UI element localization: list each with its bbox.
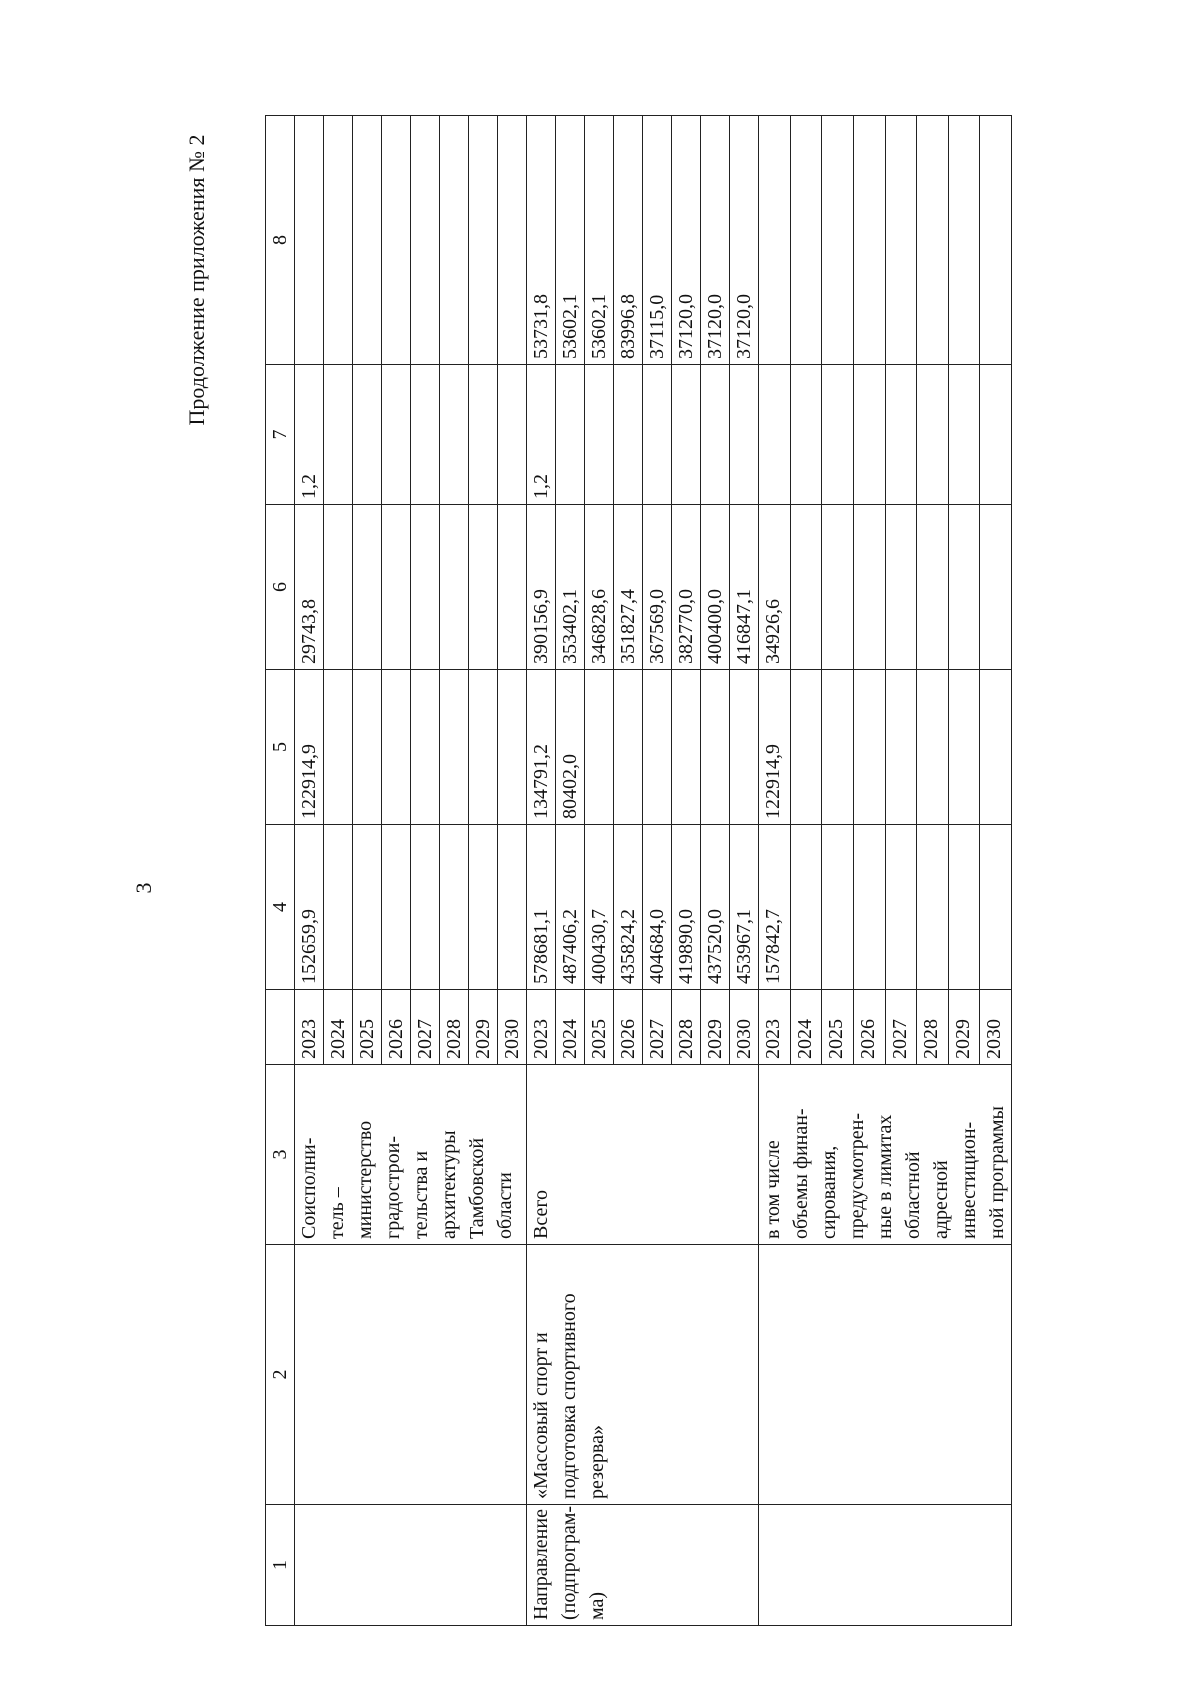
year-cell: 2030 xyxy=(980,990,1012,1065)
value-cell-c8 xyxy=(382,116,411,365)
value-cell-c8 xyxy=(411,116,440,365)
value-cell-c7 xyxy=(730,365,759,505)
row-label-col1 xyxy=(295,1505,527,1626)
value-cell-c5 xyxy=(885,670,917,825)
value-cell-c6 xyxy=(382,505,411,670)
section-coexecutor xyxy=(295,116,527,1626)
section-investment-program xyxy=(759,116,1012,1626)
value-cell-c8 xyxy=(324,116,353,365)
year-cell: 2029 xyxy=(948,990,980,1065)
year-cell: 2026 xyxy=(382,990,411,1065)
value-cell-c7 xyxy=(585,365,614,505)
value-cell-c6: 351827,4 xyxy=(614,505,643,670)
value-cell-c7 xyxy=(853,365,885,505)
value-cell-c4: 487406,2 xyxy=(556,825,585,990)
value-cell-c8 xyxy=(498,116,527,365)
value-cell-c8 xyxy=(980,116,1012,365)
value-cell-c8: 37120,0 xyxy=(672,116,701,365)
year-cell: 2027 xyxy=(885,990,917,1065)
row-label-col2 xyxy=(295,1245,527,1505)
value-cell-c4 xyxy=(469,825,498,990)
value-cell-c8 xyxy=(759,116,791,365)
value-cell-c6: 367569,0 xyxy=(643,505,672,670)
value-cell-c5 xyxy=(730,670,759,825)
value-cell-c6: 390156,9 xyxy=(527,505,556,670)
section-total xyxy=(527,116,759,1626)
year-cell: 2024 xyxy=(556,990,585,1065)
value-cell-c7 xyxy=(672,365,701,505)
value-cell-c6 xyxy=(324,505,353,670)
value-cell-c7 xyxy=(469,365,498,505)
value-cell-c5: 122914,9 xyxy=(295,670,324,825)
value-cell-c5 xyxy=(440,670,469,825)
row-label-col3: Соисполни- тель – министерство градострои- тельства и архитектуры Тамбовской области xyxy=(295,1065,527,1245)
column-header: 4 xyxy=(266,825,295,990)
row-label-col2: «Массовый спорт и подготовка спортивного резерва» xyxy=(527,1245,759,1505)
value-cell-c5 xyxy=(790,670,822,825)
value-cell-c6 xyxy=(980,505,1012,670)
value-cell-c7 xyxy=(980,365,1012,505)
value-cell-c5 xyxy=(701,670,730,825)
row-label-col1 xyxy=(759,1505,1012,1626)
value-cell-c7 xyxy=(885,365,917,505)
year-cell: 2028 xyxy=(917,990,949,1065)
row-label-col3: Всего xyxy=(527,1065,759,1245)
value-cell-c6 xyxy=(498,505,527,670)
value-cell-c6: 416847,1 xyxy=(730,505,759,670)
year-cell: 2024 xyxy=(324,990,353,1065)
value-cell-c5: 80402,0 xyxy=(556,670,585,825)
value-cell-c7 xyxy=(790,365,822,505)
value-cell-c7 xyxy=(643,365,672,505)
value-cell-c4 xyxy=(790,825,822,990)
value-cell-c7 xyxy=(382,365,411,505)
year-cell: 2027 xyxy=(411,990,440,1065)
value-cell-c4 xyxy=(822,825,854,990)
value-cell-c6 xyxy=(885,505,917,670)
value-cell-c5 xyxy=(643,670,672,825)
value-cell-c7 xyxy=(353,365,382,505)
value-cell-c5 xyxy=(324,670,353,825)
year-cell: 2029 xyxy=(469,990,498,1065)
value-cell-c7 xyxy=(701,365,730,505)
value-cell-c4 xyxy=(498,825,527,990)
value-cell-c8 xyxy=(295,116,324,365)
year-cell: 2025 xyxy=(585,990,614,1065)
column-number-row xyxy=(266,116,295,1626)
year-cell: 2024 xyxy=(790,990,822,1065)
value-cell-c4: 453967,1 xyxy=(730,825,759,990)
value-cell-c6 xyxy=(353,505,382,670)
year-cell: 2026 xyxy=(614,990,643,1065)
value-cell-c5 xyxy=(469,670,498,825)
value-cell-c5 xyxy=(948,670,980,825)
value-cell-c5 xyxy=(980,670,1012,825)
value-cell-c7 xyxy=(440,365,469,505)
year-cell: 2025 xyxy=(822,990,854,1065)
year-cell: 2023 xyxy=(527,990,556,1065)
value-cell-c7: 1,2 xyxy=(527,365,556,505)
year-cell: 2023 xyxy=(759,990,791,1065)
value-cell-c7: 1,2 xyxy=(295,365,324,505)
value-cell-c5 xyxy=(853,670,885,825)
column-header: 8 xyxy=(266,116,295,365)
value-cell-c5 xyxy=(382,670,411,825)
value-cell-c8: 37120,0 xyxy=(701,116,730,365)
value-cell-c8 xyxy=(440,116,469,365)
row-label-col3: в том числе объемы финан- сирования, предусмотрен- ные в лимитах областной адресной инвестицион- ной программы xyxy=(759,1065,1012,1245)
value-cell-c4 xyxy=(353,825,382,990)
value-cell-c4 xyxy=(948,825,980,990)
value-cell-c4 xyxy=(980,825,1012,990)
value-cell-c7 xyxy=(324,365,353,505)
column-header: 3 xyxy=(266,1065,295,1245)
value-cell-c6 xyxy=(440,505,469,670)
column-header: 1 xyxy=(266,1505,295,1626)
table-row xyxy=(759,116,791,1626)
value-cell-c7 xyxy=(556,365,585,505)
value-cell-c6: 400400,0 xyxy=(701,505,730,670)
value-cell-c6 xyxy=(917,505,949,670)
year-cell: 2028 xyxy=(672,990,701,1065)
year-cell: 2026 xyxy=(853,990,885,1065)
value-cell-c4 xyxy=(917,825,949,990)
value-cell-c4 xyxy=(324,825,353,990)
value-cell-c4 xyxy=(382,825,411,990)
value-cell-c8: 53602,1 xyxy=(585,116,614,365)
value-cell-c4: 404684,0 xyxy=(643,825,672,990)
column-header: 5 xyxy=(266,670,295,825)
table-row xyxy=(527,116,556,1626)
value-cell-c8 xyxy=(822,116,854,365)
value-cell-c7 xyxy=(411,365,440,505)
value-cell-c7 xyxy=(822,365,854,505)
value-cell-c6: 346828,6 xyxy=(585,505,614,670)
value-cell-c5 xyxy=(822,670,854,825)
value-cell-c7 xyxy=(759,365,791,505)
value-cell-c5 xyxy=(917,670,949,825)
value-cell-c8: 53731,8 xyxy=(527,116,556,365)
table-row xyxy=(295,116,324,1626)
year-cell: 2028 xyxy=(440,990,469,1065)
column-header: 6 xyxy=(266,505,295,670)
value-cell-c6 xyxy=(948,505,980,670)
value-cell-c8 xyxy=(469,116,498,365)
value-cell-c4 xyxy=(411,825,440,990)
column-header xyxy=(266,990,295,1065)
value-cell-c5 xyxy=(585,670,614,825)
value-cell-c6 xyxy=(853,505,885,670)
page-number: 3 xyxy=(131,882,156,894)
value-cell-c8 xyxy=(790,116,822,365)
value-cell-c6: 382770,0 xyxy=(672,505,701,670)
value-cell-c8 xyxy=(353,116,382,365)
value-cell-c6: 34926,6 xyxy=(759,505,791,670)
value-cell-c8 xyxy=(853,116,885,365)
value-cell-c6 xyxy=(469,505,498,670)
value-cell-c6 xyxy=(411,505,440,670)
value-cell-c5 xyxy=(498,670,527,825)
value-cell-c5 xyxy=(353,670,382,825)
value-cell-c8: 37120,0 xyxy=(730,116,759,365)
year-cell: 2023 xyxy=(295,990,324,1065)
year-cell: 2030 xyxy=(730,990,759,1065)
value-cell-c5: 134791,2 xyxy=(527,670,556,825)
rotated-table-container xyxy=(265,116,1060,1626)
value-cell-c6: 353402,1 xyxy=(556,505,585,670)
value-cell-c6 xyxy=(822,505,854,670)
financing-table xyxy=(265,115,1012,1626)
column-header: 2 xyxy=(266,1245,295,1505)
row-label-col1: Направление (подпрограм- ма) xyxy=(527,1505,759,1626)
value-cell-c4 xyxy=(885,825,917,990)
value-cell-c8: 83996,8 xyxy=(614,116,643,365)
row-label-col2 xyxy=(759,1245,1012,1505)
column-header: 7 xyxy=(266,365,295,505)
value-cell-c4: 419890,0 xyxy=(672,825,701,990)
value-cell-c4: 578681,1 xyxy=(527,825,556,990)
value-cell-c4: 437520,0 xyxy=(701,825,730,990)
value-cell-c8 xyxy=(885,116,917,365)
value-cell-c7 xyxy=(917,365,949,505)
value-cell-c7 xyxy=(948,365,980,505)
appendix-continuation-header: Продолжение приложения № 2 xyxy=(184,134,209,426)
value-cell-c4 xyxy=(440,825,469,990)
year-cell: 2029 xyxy=(701,990,730,1065)
value-cell-c4: 157842,7 xyxy=(759,825,791,990)
value-cell-c4: 435824,2 xyxy=(614,825,643,990)
value-cell-c8 xyxy=(948,116,980,365)
year-cell: 2025 xyxy=(353,990,382,1065)
value-cell-c5 xyxy=(411,670,440,825)
value-cell-c6: 29743,8 xyxy=(295,505,324,670)
value-cell-c4: 400430,7 xyxy=(585,825,614,990)
value-cell-c8: 37115,0 xyxy=(643,116,672,365)
value-cell-c6 xyxy=(790,505,822,670)
value-cell-c5: 122914,9 xyxy=(759,670,791,825)
value-cell-c5 xyxy=(672,670,701,825)
value-cell-c8 xyxy=(917,116,949,365)
value-cell-c4 xyxy=(853,825,885,990)
value-cell-c8: 53602,1 xyxy=(556,116,585,365)
year-cell: 2030 xyxy=(498,990,527,1065)
value-cell-c4: 152659,9 xyxy=(295,825,324,990)
value-cell-c7 xyxy=(498,365,527,505)
year-cell: 2027 xyxy=(643,990,672,1065)
value-cell-c5 xyxy=(614,670,643,825)
value-cell-c7 xyxy=(614,365,643,505)
